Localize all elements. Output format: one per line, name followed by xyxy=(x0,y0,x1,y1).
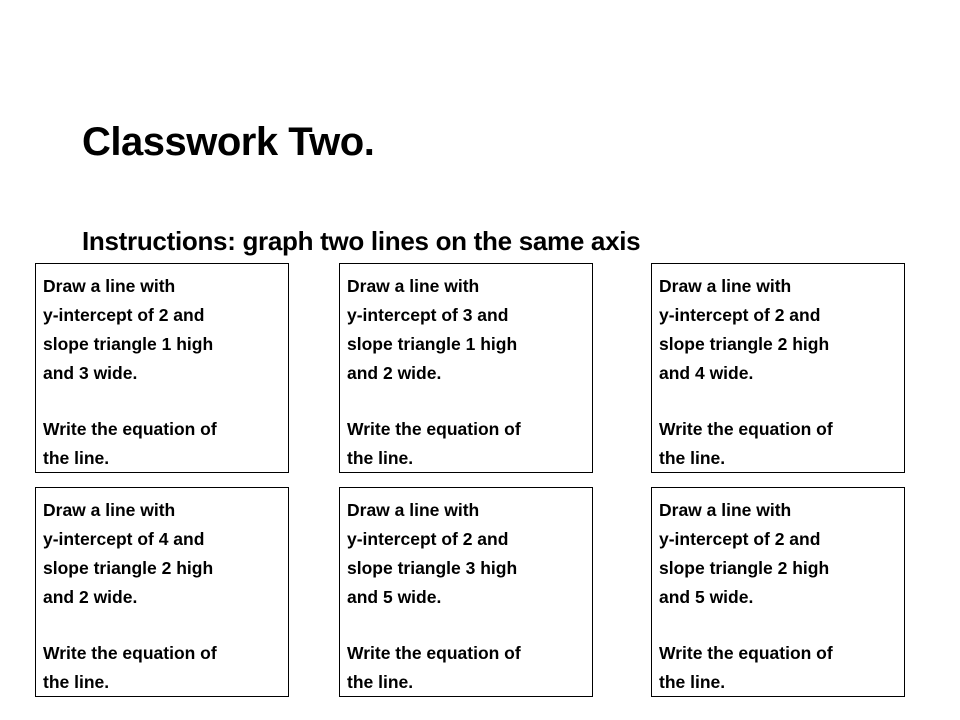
card-text-line: Draw a line with xyxy=(659,276,792,296)
card-text-line: and 5 wide. xyxy=(659,587,754,607)
card-text-line: slope triangle 2 high xyxy=(43,558,214,578)
card-spacer xyxy=(43,612,280,639)
card-text-line: y-intercept of 2 and xyxy=(659,305,821,325)
card-text-line: and 3 wide. xyxy=(43,363,138,383)
card-task-line: the line. xyxy=(43,448,110,468)
card-task-line: Write the equation of xyxy=(659,643,833,663)
card-task-line: the line. xyxy=(347,448,414,468)
card-text-line: y-intercept of 2 and xyxy=(659,529,821,549)
card-task-line: Write the equation of xyxy=(43,643,217,663)
card-text-line: y-intercept of 4 and xyxy=(43,529,205,549)
card-task-line: Write the equation of xyxy=(43,419,217,439)
card-task-line: the line. xyxy=(43,672,110,692)
card-task-line: the line. xyxy=(659,448,726,468)
card-text-line: Draw a line with xyxy=(347,500,480,520)
card-task-line: the line. xyxy=(659,672,726,692)
card-task-line: Write the equation of xyxy=(347,419,521,439)
card-task-line: the line. xyxy=(347,672,414,692)
card-text-line: and 5 wide. xyxy=(347,587,442,607)
card-text-line: and 2 wide. xyxy=(43,587,138,607)
exercise-card-5 xyxy=(339,487,593,697)
card-text-line: Draw a line with xyxy=(43,276,176,296)
card-spacer xyxy=(659,612,896,639)
card-text-line: Draw a line with xyxy=(659,500,792,520)
card-spacer xyxy=(347,612,584,639)
card-text-line: slope triangle 2 high xyxy=(659,334,830,354)
card-text-line: y-intercept of 2 and xyxy=(347,529,509,549)
exercise-card-1 xyxy=(35,263,289,473)
exercise-card-6 xyxy=(651,487,905,697)
card-text-line: slope triangle 1 high xyxy=(347,334,518,354)
card-spacer xyxy=(43,388,280,415)
slide-title: Classwork Two. xyxy=(82,120,375,164)
card-text-line: y-intercept of 3 and xyxy=(347,305,509,325)
exercise-card-3 xyxy=(651,263,905,473)
exercise-card-4 xyxy=(35,487,289,697)
instructions-text: Instructions: graph two lines on the same axis xyxy=(82,226,641,256)
card-spacer xyxy=(347,388,584,415)
card-text-line: Draw a line with xyxy=(347,276,480,296)
card-text-line: slope triangle 2 high xyxy=(659,558,830,578)
card-text-line: slope triangle 1 high xyxy=(43,334,214,354)
exercise-card-2 xyxy=(339,263,593,473)
card-text-line: and 2 wide. xyxy=(347,363,442,383)
card-text-line: and 4 wide. xyxy=(659,363,754,383)
card-text-line: y-intercept of 2 and xyxy=(43,305,205,325)
card-text-line: Draw a line with xyxy=(43,500,176,520)
card-spacer xyxy=(659,388,896,415)
card-text-line: slope triangle 3 high xyxy=(347,558,518,578)
card-task-line: Write the equation of xyxy=(347,643,521,663)
card-task-line: Write the equation of xyxy=(659,419,833,439)
